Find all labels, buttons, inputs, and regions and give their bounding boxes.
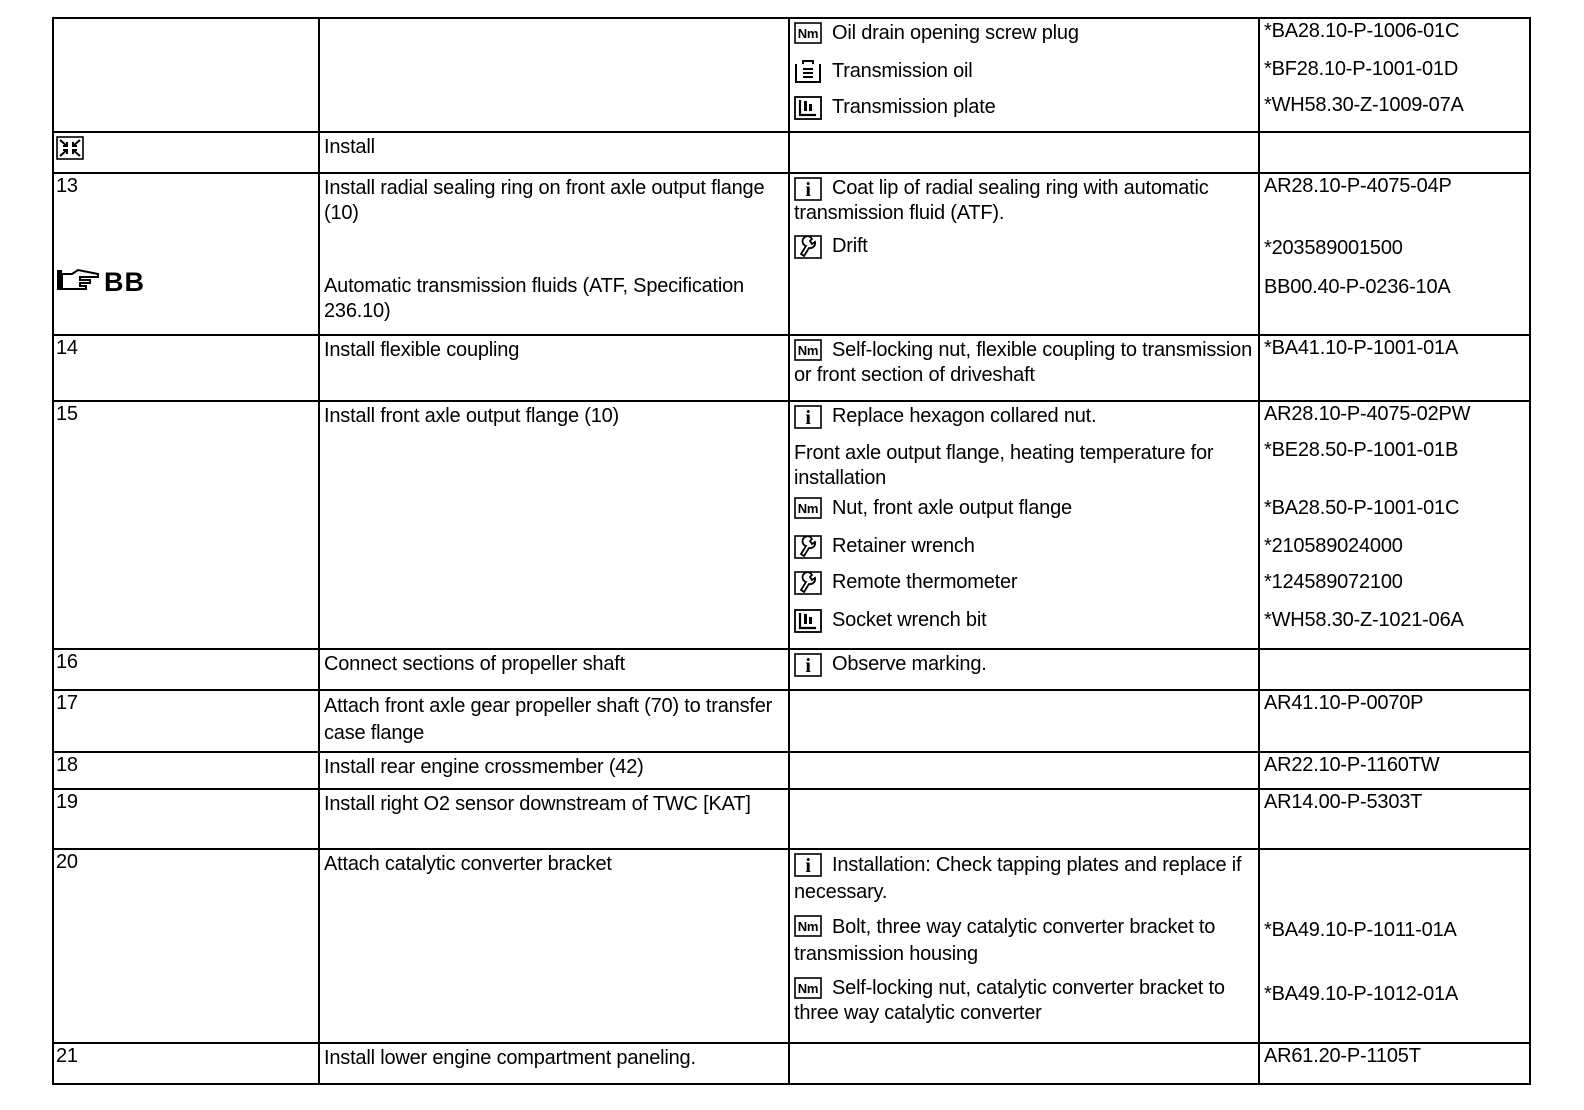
special-tool-icon — [794, 535, 822, 559]
reference-cell — [1259, 335, 1530, 401]
procedure-table-container — [52, 17, 1529, 1085]
action-cell — [319, 18, 789, 132]
note-text: Retainer wrench — [832, 535, 975, 557]
note-entry — [794, 21, 1254, 59]
svg-text:Nm: Nm — [797, 26, 819, 41]
reference-text: AR61.20-P-1105T — [1264, 1045, 1421, 1067]
reference-text: *BA28.50-P-1001-01C — [1264, 497, 1460, 519]
action-cell — [319, 173, 789, 335]
note-entry — [794, 404, 1254, 441]
svg-text:Nm: Nm — [797, 501, 819, 516]
step-number: 13 — [56, 175, 78, 197]
reference-cell — [1259, 752, 1530, 789]
reference-cell — [1259, 690, 1530, 752]
note-entry — [794, 570, 1254, 608]
step-number: 17 — [56, 692, 78, 714]
table-row — [53, 649, 1530, 690]
notes-cell — [789, 752, 1259, 789]
table-row — [53, 18, 1530, 132]
svg-text:i: i — [805, 179, 811, 201]
step-number: 20 — [56, 851, 78, 873]
svg-text:Nm: Nm — [797, 343, 819, 358]
action-cell — [319, 1043, 789, 1084]
reference-text: *203589001500 — [1264, 237, 1403, 259]
step-cell — [53, 849, 319, 1043]
action-text: Install rear engine crossmember (42) — [324, 756, 644, 778]
workshop-equipment-icon — [794, 96, 822, 120]
action-text: Attach catalytic converter bracket — [324, 853, 612, 875]
reference-text: AR41.10-P-0070P — [1264, 692, 1424, 714]
step-cell — [53, 335, 319, 401]
action-text: Attach front axle gear propeller shaft (70) to transfer case flange — [324, 695, 773, 744]
step-number: 19 — [56, 791, 78, 813]
nm-torque-icon — [794, 22, 822, 44]
note-entry — [794, 496, 1254, 534]
notes-cell — [789, 789, 1259, 849]
note-text: Self-locking nut, catalytic converter bracket to three way catalytic converter — [794, 977, 1225, 1024]
note-text: Nut, front axle output flange — [832, 497, 1072, 519]
note-entry — [794, 534, 1254, 570]
step-number: 18 — [56, 754, 78, 776]
reference-text: *BA41.10-P-1001-01A — [1264, 337, 1459, 359]
action-cell — [319, 789, 789, 849]
table-row — [53, 1043, 1530, 1084]
note-entry — [794, 338, 1254, 388]
action-cell — [319, 649, 789, 690]
reference-text: *BF28.10-P-1001-01D — [1264, 58, 1459, 80]
procedure-table — [52, 17, 1531, 1085]
fluid-spec-icon — [794, 60, 822, 84]
table-row — [53, 335, 1530, 401]
info-icon — [794, 653, 822, 677]
reference-text: *WH58.30-Z-1021-06A — [1264, 609, 1464, 631]
action-cell — [319, 690, 789, 752]
reference-cell — [1259, 173, 1530, 335]
note-entry — [794, 976, 1254, 1026]
bb-action-text: Automatic transmission fluids (ATF, Specification 236.10) — [324, 275, 744, 322]
notes-cell — [789, 1043, 1259, 1084]
reference-text: *BA49.10-P-1012-01A — [1264, 983, 1459, 1005]
action-cell — [319, 335, 789, 401]
reference-text: *BA49.10-P-1011-01A — [1264, 919, 1457, 941]
nm-torque-icon — [794, 497, 822, 519]
reference-text: *BA28.10-P-1006-01C — [1264, 20, 1460, 42]
table-row — [53, 401, 1530, 649]
reference-text: *124589072100 — [1264, 571, 1403, 593]
table-row — [53, 173, 1530, 335]
table-row — [53, 789, 1530, 849]
step-cell — [53, 401, 319, 649]
note-text: Drift — [832, 235, 868, 257]
notes-cell — [789, 173, 1259, 335]
note-entry — [794, 652, 1254, 677]
table-row — [53, 132, 1530, 173]
step-cell — [53, 752, 319, 789]
step-cell — [53, 1043, 319, 1084]
special-tool-icon — [794, 235, 822, 259]
svg-text:i: i — [805, 407, 811, 429]
action-text: Connect sections of propeller shaft — [324, 653, 625, 675]
reference-text: AR22.10-P-1160TW — [1264, 754, 1440, 776]
svg-text:i: i — [805, 655, 811, 677]
step-cell — [53, 690, 319, 752]
reference-text: AR28.10-P-4075-02PW — [1264, 403, 1471, 425]
note-text: Socket wrench bit — [832, 609, 987, 631]
table-row — [53, 849, 1530, 1043]
action-cell — [319, 132, 789, 173]
reference-text: *WH58.30-Z-1009-07A — [1264, 94, 1464, 116]
notes-cell — [789, 401, 1259, 649]
step-number: 15 — [56, 403, 78, 425]
table-row — [53, 690, 1530, 752]
svg-text:Nm: Nm — [797, 981, 819, 996]
reference-text: *BE28.50-P-1001-01B — [1264, 439, 1459, 461]
step-number: 16 — [56, 651, 78, 673]
action-cell — [319, 849, 789, 1043]
action-text: Install lower engine compartment paneling. — [324, 1047, 696, 1069]
action-cell — [319, 401, 789, 649]
table-row — [53, 752, 1530, 789]
action-text: Install front axle output flange (10) — [324, 405, 620, 427]
action-text: Install radial sealing ring on front axle output flange (10) — [324, 177, 765, 224]
step-cell — [53, 649, 319, 690]
reference-cell — [1259, 132, 1530, 173]
special-tool-icon — [794, 571, 822, 595]
note-text: Oil drain opening screw plug — [832, 22, 1079, 44]
action-text: Install right O2 sensor downstream of TWC [KAT] — [324, 793, 751, 815]
step-number: 14 — [56, 337, 78, 359]
notes-cell — [789, 849, 1259, 1043]
step-cell — [53, 132, 319, 173]
note-entry — [794, 852, 1254, 914]
reference-cell — [1259, 1043, 1530, 1084]
notes-cell — [789, 649, 1259, 690]
note-entry — [794, 914, 1254, 976]
note-text: Replace hexagon collared nut. — [832, 405, 1097, 427]
workshop-equipment-icon — [794, 609, 822, 633]
svg-text:Nm: Nm — [797, 919, 819, 934]
bb-reference-label — [56, 268, 145, 296]
info-icon — [794, 405, 822, 429]
step-number: 21 — [56, 1045, 78, 1067]
note-text: Bolt, three way catalytic converter bracket to transmission housing — [794, 916, 1216, 965]
note-entry — [794, 176, 1254, 234]
note-entry — [794, 95, 1254, 131]
reference-cell — [1259, 649, 1530, 690]
note-text: Transmission plate — [832, 96, 996, 118]
notes-cell — [789, 690, 1259, 752]
note-text: Transmission oil — [832, 60, 973, 82]
notes-cell — [789, 132, 1259, 173]
note-text: Observe marking. — [832, 653, 987, 675]
bb-label: BB — [104, 266, 145, 297]
reference-text: AR14.00-P-5303T — [1264, 791, 1423, 813]
bb-reference-text: BB00.40-P-0236-10A — [1264, 276, 1451, 298]
step-cell — [53, 789, 319, 849]
reference-cell — [1259, 849, 1530, 1043]
reference-text — [1264, 850, 1529, 918]
svg-text:i: i — [805, 855, 811, 877]
reference-text: *210589024000 — [1264, 535, 1403, 557]
notes-cell — [789, 335, 1259, 401]
note-entry — [794, 59, 1254, 95]
action-text: Install flexible coupling — [324, 339, 520, 361]
step-cell — [53, 173, 319, 335]
note-text: Front axle output flange, heating temperature for installation — [794, 442, 1214, 489]
note-text: Installation: Check tapping plates and replace if necessary. — [794, 854, 1242, 903]
notes-cell — [789, 18, 1259, 132]
action-text: Install — [324, 136, 375, 158]
note-entry — [794, 608, 1254, 644]
note-entry — [794, 234, 1254, 270]
note-text: Remote thermometer — [832, 571, 1018, 593]
reference-cell — [1259, 401, 1530, 649]
reference-cell — [1259, 789, 1530, 849]
note-text: Coat lip of radial sealing ring with automatic transmission fluid (ATF). — [794, 177, 1209, 224]
note-text: Self-locking nut, flexible coupling to transmission or front section of driveshaft — [794, 339, 1253, 386]
action-cell — [319, 752, 789, 789]
install-icon — [56, 136, 84, 167]
reference-cell — [1259, 18, 1530, 132]
reference-text: AR28.10-P-4075-04P — [1264, 175, 1452, 197]
pointing-hand-icon — [56, 268, 104, 296]
step-cell — [53, 18, 319, 132]
